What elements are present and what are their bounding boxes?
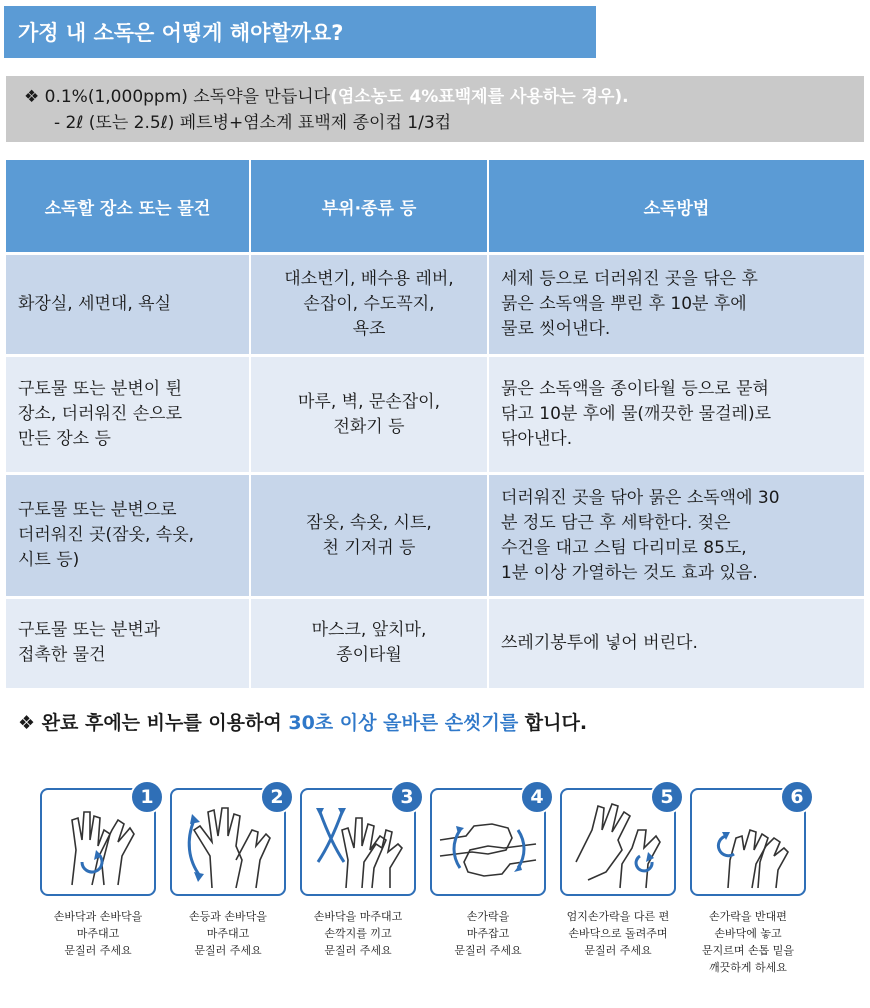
row-method: 묽은 소독액을 종이타월 등으로 묻혀 닦고 10분 후에 물(깨끗한 물걸레)로 닦아낸다. bbox=[488, 356, 864, 474]
step-card bbox=[170, 788, 286, 896]
row-type: 잠옷, 속옷, 시트, 천 기저귀 등 bbox=[250, 474, 488, 598]
page-title: 가정 내 소독은 어떻게 해야할까요? bbox=[4, 6, 596, 58]
note-line-1-text: ❖ 0.1%(1,000ppm) 소독약을 만듭니다 bbox=[24, 87, 331, 107]
header-method: 소독방법 bbox=[488, 160, 864, 254]
row-type: 마루, 벽, 문손잡이, 전화기 등 bbox=[250, 356, 488, 474]
note-line-2: - 2ℓ (또는 2.5ℓ) 페트병+염소계 표백제 종이컵 1/3컵 bbox=[54, 113, 452, 133]
handwash-step-3 bbox=[300, 788, 416, 959]
handwash-step-6 bbox=[690, 788, 806, 976]
step-number: 1 bbox=[130, 780, 164, 814]
row-place: 화장실, 세면대, 욕실 bbox=[6, 254, 250, 356]
table-row bbox=[6, 356, 864, 474]
dilution-note bbox=[6, 76, 864, 142]
row-place: 구토물 또는 분변과 접촉한 물건 bbox=[6, 598, 250, 688]
step-card bbox=[690, 788, 806, 896]
table-row bbox=[6, 598, 864, 688]
handwash-step-4 bbox=[430, 788, 546, 959]
step-card bbox=[300, 788, 416, 896]
step-caption: 손가락을 반대편 손바닥에 놓고 문지르며 손톱 밑을 깨끗하게 하세요 bbox=[701, 910, 794, 974]
step-number: 2 bbox=[260, 780, 294, 814]
row-method: 더러워진 곳을 닦아 묽은 소독액에 30 분 정도 담근 후 세탁한다. 젖은 수건을 대고 스팀 다리미로 85도, 1분 이상 가열하는 것도 효과 있음. bbox=[488, 474, 864, 598]
row-place: 구토물 또는 분변이 튄 장소, 더러워진 손으로 만든 장소 등 bbox=[6, 356, 250, 474]
step-card bbox=[430, 788, 546, 896]
handwash-step-2 bbox=[170, 788, 286, 959]
step-number: 3 bbox=[390, 780, 424, 814]
note-line-1-highlight: (염소농도 4%표백제를 사용하는 경우). bbox=[330, 87, 629, 107]
step-number: 5 bbox=[650, 780, 684, 814]
step-card bbox=[40, 788, 156, 896]
row-type: 마스크, 앞치마, 종이타월 bbox=[250, 598, 488, 688]
disinfection-table bbox=[6, 160, 864, 688]
row-type: 대소변기, 배수용 레버, 손잡이, 수도꼭지, 욕조 bbox=[250, 254, 488, 356]
step-number: 6 bbox=[780, 780, 814, 814]
step-card bbox=[560, 788, 676, 896]
step-caption: 손가락을 마주잡고 문질러 주세요 bbox=[454, 910, 522, 957]
step-caption: 손바닥과 손바닥을 마주대고 문질러 주세요 bbox=[53, 910, 143, 957]
header-type: 부위·종류 등 bbox=[250, 160, 488, 254]
handwashing-steps bbox=[40, 788, 840, 998]
completion-suffix: 합니다. bbox=[518, 712, 588, 734]
step-caption: 손바닥을 마주대고 손깍지를 끼고 문질러 주세요 bbox=[313, 910, 403, 957]
row-method: 쓰레기봉투에 넣어 버린다. bbox=[488, 598, 864, 688]
handwash-step-1 bbox=[40, 788, 156, 959]
step-caption: 엄지손가락을 다른 편 손바닥으로 돌려주며 문질러 주세요 bbox=[566, 910, 670, 957]
completion-prefix: ❖ 완료 후에는 비누를 이용하여 bbox=[18, 712, 289, 734]
table-header-row bbox=[6, 160, 864, 254]
table-row bbox=[6, 254, 864, 356]
step-number: 4 bbox=[520, 780, 554, 814]
row-place: 구토물 또는 분변으로 더러워진 곳(잠옷, 속옷, 시트 등) bbox=[6, 474, 250, 598]
step-caption: 손등과 손바닥을 마주대고 문질러 주세요 bbox=[189, 910, 267, 957]
completion-highlight: 30초 이상 올바른 손씻기를 bbox=[288, 712, 519, 734]
row-method: 세제 등으로 더러워진 곳을 닦은 후 묽은 소독액을 뿌린 후 10분 후에 물로 씻어낸다. bbox=[488, 254, 864, 356]
header-place: 소독할 장소 또는 물건 bbox=[6, 160, 250, 254]
completion-note bbox=[18, 708, 587, 735]
table-row bbox=[6, 474, 864, 598]
note-line-1 bbox=[24, 84, 864, 110]
handwash-step-5 bbox=[560, 788, 676, 959]
